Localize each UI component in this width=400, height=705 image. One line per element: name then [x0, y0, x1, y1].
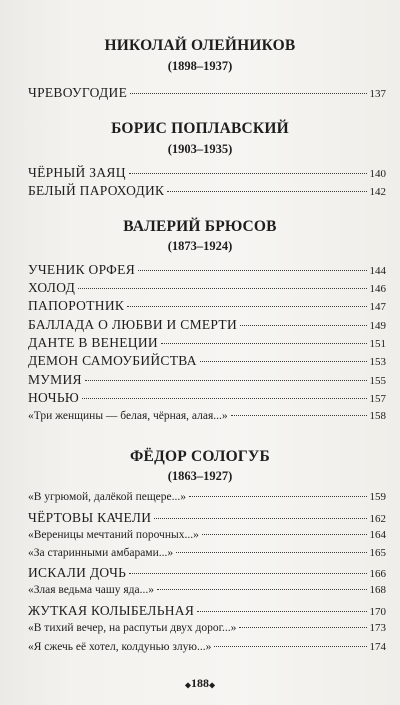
- toc-entry[interactable]: [28, 390, 386, 408]
- page-number-footer: [0, 676, 400, 691]
- leader-dots: [138, 269, 367, 271]
- toc-entry-title: ИСКАЛИ ДОЧЬ: [28, 565, 127, 580]
- toc-entry-title: НОЧЬЮ: [28, 390, 80, 405]
- toc-entry-page: 159: [369, 491, 386, 503]
- toc-entry-page: 149: [369, 320, 386, 332]
- toc-entry[interactable]: [28, 410, 386, 428]
- toc-entry-page: 153: [369, 356, 386, 368]
- ornament-right-icon: ◆: [209, 680, 216, 690]
- toc-entry-title: ЧЁРНЫЙ ЗАЯЦ: [28, 165, 126, 180]
- toc-entry-page: 170: [369, 606, 386, 618]
- toc-entry[interactable]: [28, 641, 386, 659]
- author-name: ФЁДОР СОЛОГУБ: [130, 448, 270, 465]
- author-years: (1898–1937): [167, 59, 233, 73]
- leader-dots: [239, 626, 366, 628]
- leader-dots: [231, 414, 367, 416]
- toc-entry-title: УЧЕНИК ОРФЕЯ: [28, 262, 135, 277]
- toc-entry-page: 174: [369, 641, 386, 653]
- toc-entry-title: «Вереницы мечтаний порочных...»: [28, 529, 199, 541]
- toc-entry-page: 142: [369, 186, 386, 198]
- leader-dots: [176, 551, 366, 553]
- toc-entry-page: 137: [369, 88, 386, 100]
- leader-dots: [167, 190, 366, 192]
- toc-entry[interactable]: [28, 622, 386, 640]
- toc-entry-title: МУМИЯ: [28, 372, 82, 387]
- leader-dots: [200, 360, 367, 362]
- toc-entry-title: ЧРЕВОУГОДИЕ: [28, 85, 128, 100]
- toc-entry[interactable]: [28, 491, 386, 509]
- leader-dots: [197, 610, 366, 612]
- leader-dots: [240, 324, 366, 326]
- leader-dots: [78, 287, 366, 289]
- toc-entry-page: 173: [369, 622, 386, 634]
- author-name: ВАЛЕРИЙ БРЮСОВ: [123, 218, 277, 235]
- author-years: (1873–1924): [167, 239, 233, 253]
- ornament-left-icon: ◆: [184, 680, 191, 690]
- toc-entry-page: 164: [369, 529, 386, 541]
- leader-dots: [130, 92, 366, 94]
- toc-entry-title: ХОЛОД: [28, 280, 76, 295]
- author-years: (1863–1927): [167, 469, 233, 483]
- toc-entry[interactable]: [28, 547, 386, 565]
- toc-entry-page: 146: [369, 283, 386, 295]
- toc-entry-title: «За старинными амбарами...»: [28, 547, 174, 559]
- toc-entry[interactable]: [28, 298, 386, 316]
- toc-entry[interactable]: [28, 317, 386, 335]
- author-years: (1903–1935): [167, 142, 233, 156]
- leader-dots: [157, 588, 367, 590]
- toc-entry[interactable]: [28, 353, 386, 371]
- toc-entry[interactable]: [28, 85, 386, 103]
- leader-dots: [214, 645, 366, 647]
- leader-dots: [154, 517, 366, 519]
- toc-entry[interactable]: [28, 165, 386, 183]
- toc-entry-title: ДАНТЕ В ВЕНЕЦИИ: [28, 335, 158, 350]
- toc-entry-title: ПАПОРОТНИК: [28, 298, 125, 313]
- toc-entry[interactable]: [28, 529, 386, 547]
- leader-dots: [82, 397, 366, 399]
- leader-dots: [189, 495, 366, 497]
- toc-entry-title: ЧЁРТОВЫ КАЧЕЛИ: [28, 510, 152, 525]
- leader-dots: [129, 572, 366, 574]
- author-name: БОРИС ПОПЛАВСКИЙ: [111, 120, 289, 137]
- toc-entry[interactable]: [28, 584, 386, 602]
- toc-entry-page: 168: [369, 584, 386, 596]
- toc-entry-title: «Я сжечь её хотел, колдунью злую...»: [28, 641, 212, 653]
- toc-entry-page: 158: [369, 410, 386, 422]
- toc-entry-title: «В угрюмой, далёкой пещере...»: [28, 491, 187, 503]
- toc-entry[interactable]: [28, 183, 386, 201]
- author-name: НИКОЛАЙ ОЛЕЙНИКОВ: [104, 37, 296, 54]
- leader-dots: [129, 172, 367, 174]
- toc-entry[interactable]: [28, 335, 386, 353]
- toc-entry[interactable]: [28, 510, 386, 528]
- toc-entry-page: 147: [369, 301, 386, 313]
- toc-entry[interactable]: [28, 372, 386, 390]
- toc-entry[interactable]: [28, 280, 386, 298]
- toc-entry-title: «В тихий вечер, на распутьи двух дорог...»: [28, 622, 237, 634]
- toc-entry[interactable]: [28, 262, 386, 280]
- toc-entry[interactable]: [28, 565, 386, 583]
- page-number: 188: [191, 676, 209, 690]
- toc-entry[interactable]: [28, 603, 386, 621]
- leader-dots: [161, 342, 367, 344]
- leader-dots: [202, 533, 367, 535]
- toc-entry-title: БЕЛЫЙ ПАРОХОДИК: [28, 183, 165, 198]
- toc-entry-page: 162: [369, 513, 386, 525]
- leader-dots: [127, 305, 366, 307]
- toc-entry-title: «Три женщины — белая, чёрная, алая...»: [28, 410, 228, 422]
- toc-entry-page: 165: [369, 547, 386, 559]
- toc-entry-page: 151: [369, 338, 386, 350]
- toc-entry-page: 157: [369, 393, 386, 405]
- toc-entry-title: ДЕМОН САМОУБИЙСТВА: [28, 353, 197, 368]
- toc-entry-page: 155: [369, 375, 386, 387]
- toc-entry-title: БАЛЛАДА О ЛЮБВИ И СМЕРТИ: [28, 317, 238, 332]
- toc-entry-page: 166: [369, 568, 386, 580]
- toc-entry-title: «Злая ведьма чашу яда...»: [28, 584, 154, 596]
- toc-entry-page: 140: [369, 168, 386, 180]
- toc-entry-page: 144: [369, 265, 386, 277]
- toc-entry-title: ЖУТКАЯ КОЛЫБЕЛЬНАЯ: [28, 603, 195, 618]
- leader-dots: [85, 379, 367, 381]
